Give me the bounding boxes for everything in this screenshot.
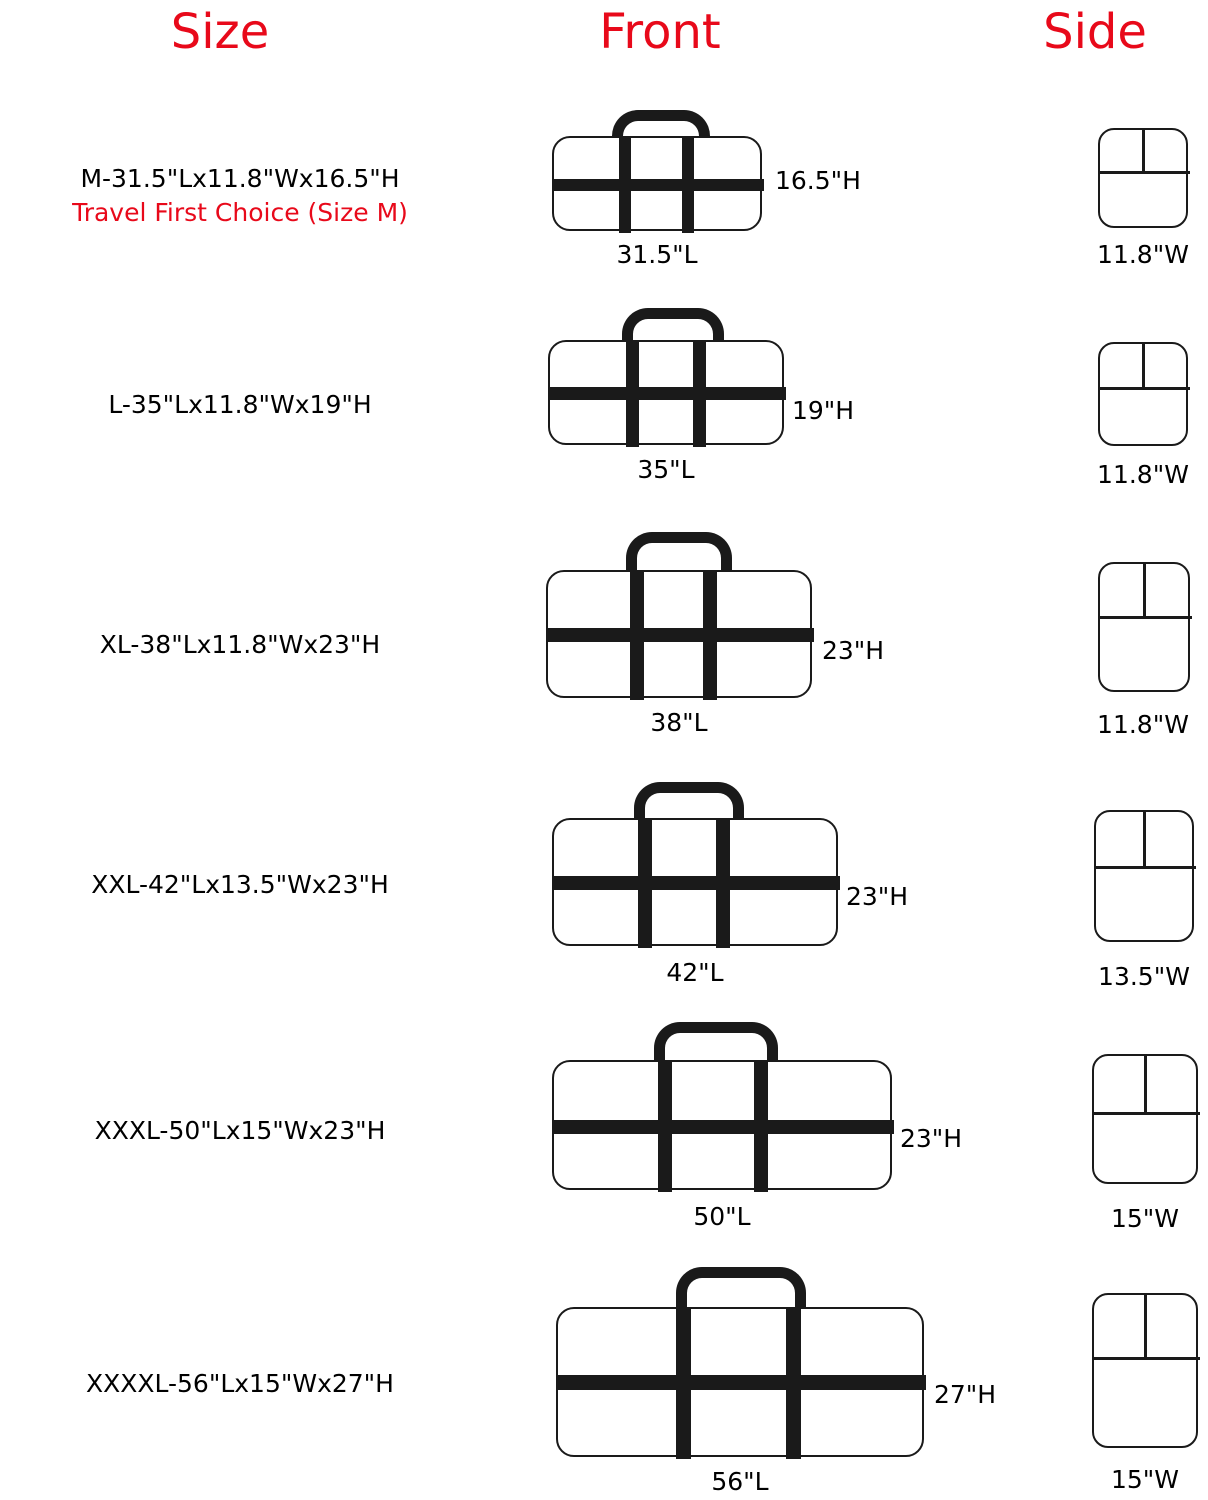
side-view bbox=[1030, 100, 1200, 300]
front-length-label: 38"L bbox=[650, 708, 708, 737]
header-front: Front bbox=[599, 4, 721, 60]
side-line-horizontal bbox=[1094, 1112, 1200, 1115]
side-width-label: 11.8"W bbox=[1097, 240, 1189, 269]
side-line-horizontal bbox=[1096, 866, 1196, 869]
side-line-horizontal bbox=[1100, 616, 1192, 619]
size-label: M-31.5"Lx11.8"Wx16.5"H bbox=[80, 164, 400, 193]
bag-body-icon bbox=[546, 570, 812, 698]
side-view bbox=[1030, 770, 1200, 1020]
side-line-vertical bbox=[1144, 1295, 1147, 1357]
side-body-icon bbox=[1092, 1293, 1198, 1448]
side-body-icon bbox=[1098, 342, 1188, 446]
size-label: XXXXL-56"Lx15"Wx27"H bbox=[86, 1369, 394, 1398]
table-row bbox=[0, 770, 1208, 1020]
table-row bbox=[0, 520, 1208, 770]
bag-strap-horizontal bbox=[550, 387, 786, 400]
front-length-label: 56"L bbox=[711, 1467, 769, 1496]
table-row bbox=[0, 100, 1208, 300]
side-line-horizontal bbox=[1100, 387, 1190, 390]
front-height-label: 23"H bbox=[900, 1124, 963, 1153]
bag-body-icon bbox=[552, 1060, 892, 1190]
bag-strap-vertical-right bbox=[682, 138, 694, 233]
side-line-vertical bbox=[1144, 1056, 1147, 1112]
chart-header bbox=[0, 0, 1208, 70]
bag-strap-vertical-left bbox=[676, 1309, 691, 1459]
bag-strap-vertical-right bbox=[716, 820, 730, 948]
side-line-horizontal bbox=[1094, 1357, 1200, 1360]
bag-body-icon bbox=[548, 340, 784, 445]
size-label: XL-38"Lx11.8"Wx23"H bbox=[99, 630, 381, 659]
side-view bbox=[1030, 1255, 1200, 1500]
side-body-icon bbox=[1098, 562, 1190, 692]
size-note: Travel First Choice (Size M) bbox=[72, 198, 408, 227]
table-row bbox=[0, 300, 1208, 520]
bag-strap-vertical-left bbox=[619, 138, 631, 233]
side-view bbox=[1030, 300, 1200, 520]
table-row bbox=[0, 1255, 1208, 1500]
front-view bbox=[0, 300, 1000, 520]
side-view bbox=[1030, 1012, 1200, 1262]
side-width-label: 13.5"W bbox=[1098, 962, 1190, 991]
front-view bbox=[0, 770, 1000, 1020]
bag-strap-horizontal bbox=[554, 876, 840, 890]
header-size: Size bbox=[170, 4, 270, 60]
size-label: L-35"Lx11.8"Wx19"H bbox=[108, 390, 372, 419]
front-height-label: 16.5"H bbox=[775, 166, 861, 195]
front-view bbox=[0, 1012, 1000, 1262]
front-view bbox=[0, 100, 1000, 300]
side-line-vertical bbox=[1142, 130, 1145, 171]
side-width-label: 11.8"W bbox=[1097, 710, 1189, 739]
bag-strap-horizontal bbox=[554, 179, 764, 191]
front-length-label: 50"L bbox=[693, 1202, 751, 1231]
front-view bbox=[0, 1255, 1000, 1500]
bag-strap-vertical-right bbox=[693, 342, 706, 447]
front-height-label: 23"H bbox=[846, 882, 909, 911]
front-view bbox=[0, 520, 1000, 770]
bag-strap-vertical-right bbox=[786, 1309, 801, 1459]
side-body-icon bbox=[1098, 128, 1188, 228]
size-label: XXL-42"Lx13.5"Wx23"H bbox=[91, 870, 389, 899]
bag-strap-vertical-right bbox=[703, 572, 717, 700]
bag-body-icon bbox=[552, 818, 838, 946]
side-line-vertical bbox=[1143, 564, 1146, 616]
bag-strap-horizontal bbox=[554, 1120, 894, 1134]
table-row bbox=[0, 1012, 1208, 1262]
front-length-label: 35"L bbox=[637, 455, 695, 484]
side-width-label: 11.8"W bbox=[1097, 460, 1189, 489]
side-width-label: 15"W bbox=[1110, 1465, 1180, 1494]
header-side: Side bbox=[1043, 4, 1147, 60]
side-view bbox=[1030, 520, 1200, 770]
front-length-label: 31.5"L bbox=[616, 240, 698, 269]
side-width-label: 15"W bbox=[1110, 1204, 1180, 1233]
bag-strap-horizontal bbox=[558, 1375, 926, 1390]
bag-strap-vertical-left bbox=[638, 820, 652, 948]
bag-strap-vertical-left bbox=[626, 342, 639, 447]
bag-strap-vertical-right bbox=[754, 1062, 768, 1192]
bag-strap-vertical-left bbox=[658, 1062, 672, 1192]
bag-strap-horizontal bbox=[548, 628, 814, 642]
side-line-vertical bbox=[1142, 344, 1145, 387]
side-body-icon bbox=[1094, 810, 1194, 942]
side-line-vertical bbox=[1143, 812, 1146, 866]
bag-body-icon bbox=[556, 1307, 924, 1457]
size-label: XXXL-50"Lx15"Wx23"H bbox=[94, 1116, 386, 1145]
bag-strap-vertical-left bbox=[630, 572, 644, 700]
front-length-label: 42"L bbox=[666, 958, 724, 987]
front-height-label: 27"H bbox=[934, 1380, 997, 1409]
front-height-label: 23"H bbox=[822, 636, 885, 665]
side-line-horizontal bbox=[1100, 171, 1190, 174]
bag-body-icon bbox=[552, 136, 762, 231]
front-height-label: 19"H bbox=[792, 396, 855, 425]
side-body-icon bbox=[1092, 1054, 1198, 1184]
